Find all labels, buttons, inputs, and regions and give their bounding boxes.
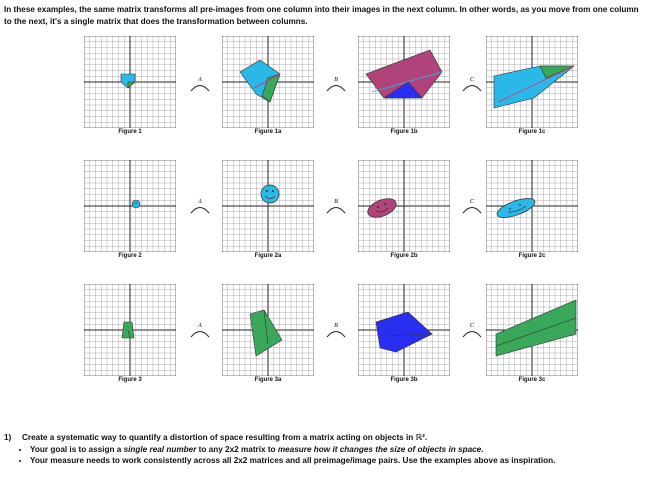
- question-number: 1): [4, 433, 12, 442]
- arrow-c: [460, 72, 484, 96]
- arrow-label: A: [198, 323, 202, 329]
- grid: [222, 160, 314, 252]
- figure-caption: Figure 2a: [254, 253, 282, 259]
- intro-text: In these examples, the same matrix transforms all pre-images from one column into their images in the next column. In other words, as you move from one column to the next, it's a single matrix that does the transformation between columns.: [4, 5, 639, 26]
- arrow-b: [324, 72, 348, 96]
- arrow-label: C: [469, 77, 475, 83]
- figure-2: [84, 160, 176, 259]
- figure-2b: [358, 160, 450, 259]
- figure-caption: Figure 3: [118, 377, 142, 383]
- figure-1b: [358, 36, 450, 135]
- figure-caption: Figure 1: [118, 129, 142, 135]
- figure-1a: [222, 36, 314, 135]
- shape-circle: [132, 200, 140, 208]
- figure-1-graph: [84, 36, 176, 128]
- grid: [84, 160, 176, 252]
- figure-caption: Figure 1a: [254, 129, 282, 135]
- arrow-a: [188, 72, 212, 96]
- figure-1: [84, 36, 176, 135]
- figure-3b: [358, 284, 450, 383]
- arrow-label: A: [198, 77, 202, 83]
- arrow-label: B: [334, 77, 338, 83]
- arrow-label: C: [469, 199, 475, 205]
- question-text: Create a systematic way to quantify a distortion of space resulting from a matrix acting on objects in ℝ².: [22, 433, 428, 442]
- figure-3c: [486, 284, 578, 383]
- question-bullets: [4, 444, 644, 467]
- figure-3: [84, 284, 176, 383]
- bullet-goal: • Your goal is to assign a single real number to any 2x2 matrix to measure how it changes the size of objects in space.: [30, 444, 644, 456]
- question-line: [4, 432, 644, 444]
- figure-caption: Figure 2: [118, 253, 142, 259]
- figure-2a: [222, 160, 314, 259]
- arrow-b: [324, 318, 348, 342]
- figure-1c: [486, 36, 578, 135]
- arrow-label: A: [198, 199, 202, 205]
- figure-caption: Figure 1c: [518, 129, 546, 135]
- figure-caption: Figure 3b: [390, 377, 418, 383]
- question-block: [4, 432, 644, 467]
- arrow-b: [324, 194, 348, 218]
- figure-caption: Figure 3a: [254, 377, 282, 383]
- figure-2c: [486, 160, 578, 259]
- arrow-label: B: [334, 199, 338, 205]
- shape-circle: [261, 185, 279, 203]
- figure-caption: Figure 2b: [390, 253, 418, 259]
- arrow-a: [188, 318, 212, 342]
- arrow-c: [460, 194, 484, 218]
- arrow-a: [188, 194, 212, 218]
- arrow-label: B: [334, 323, 338, 329]
- figure-caption: Figure 3c: [518, 377, 546, 383]
- bullet-measure: • Your measure needs to work consistently across all 2x2 matrices and all preimage/image pairs. Use the examples above as inspiration.: [30, 455, 644, 467]
- arrow-label: C: [469, 323, 475, 329]
- figure-3a: [222, 284, 314, 383]
- figure-caption: Figure 1b: [390, 129, 418, 135]
- figure-caption: Figure 2c: [518, 253, 546, 259]
- arrow-c: [460, 318, 484, 342]
